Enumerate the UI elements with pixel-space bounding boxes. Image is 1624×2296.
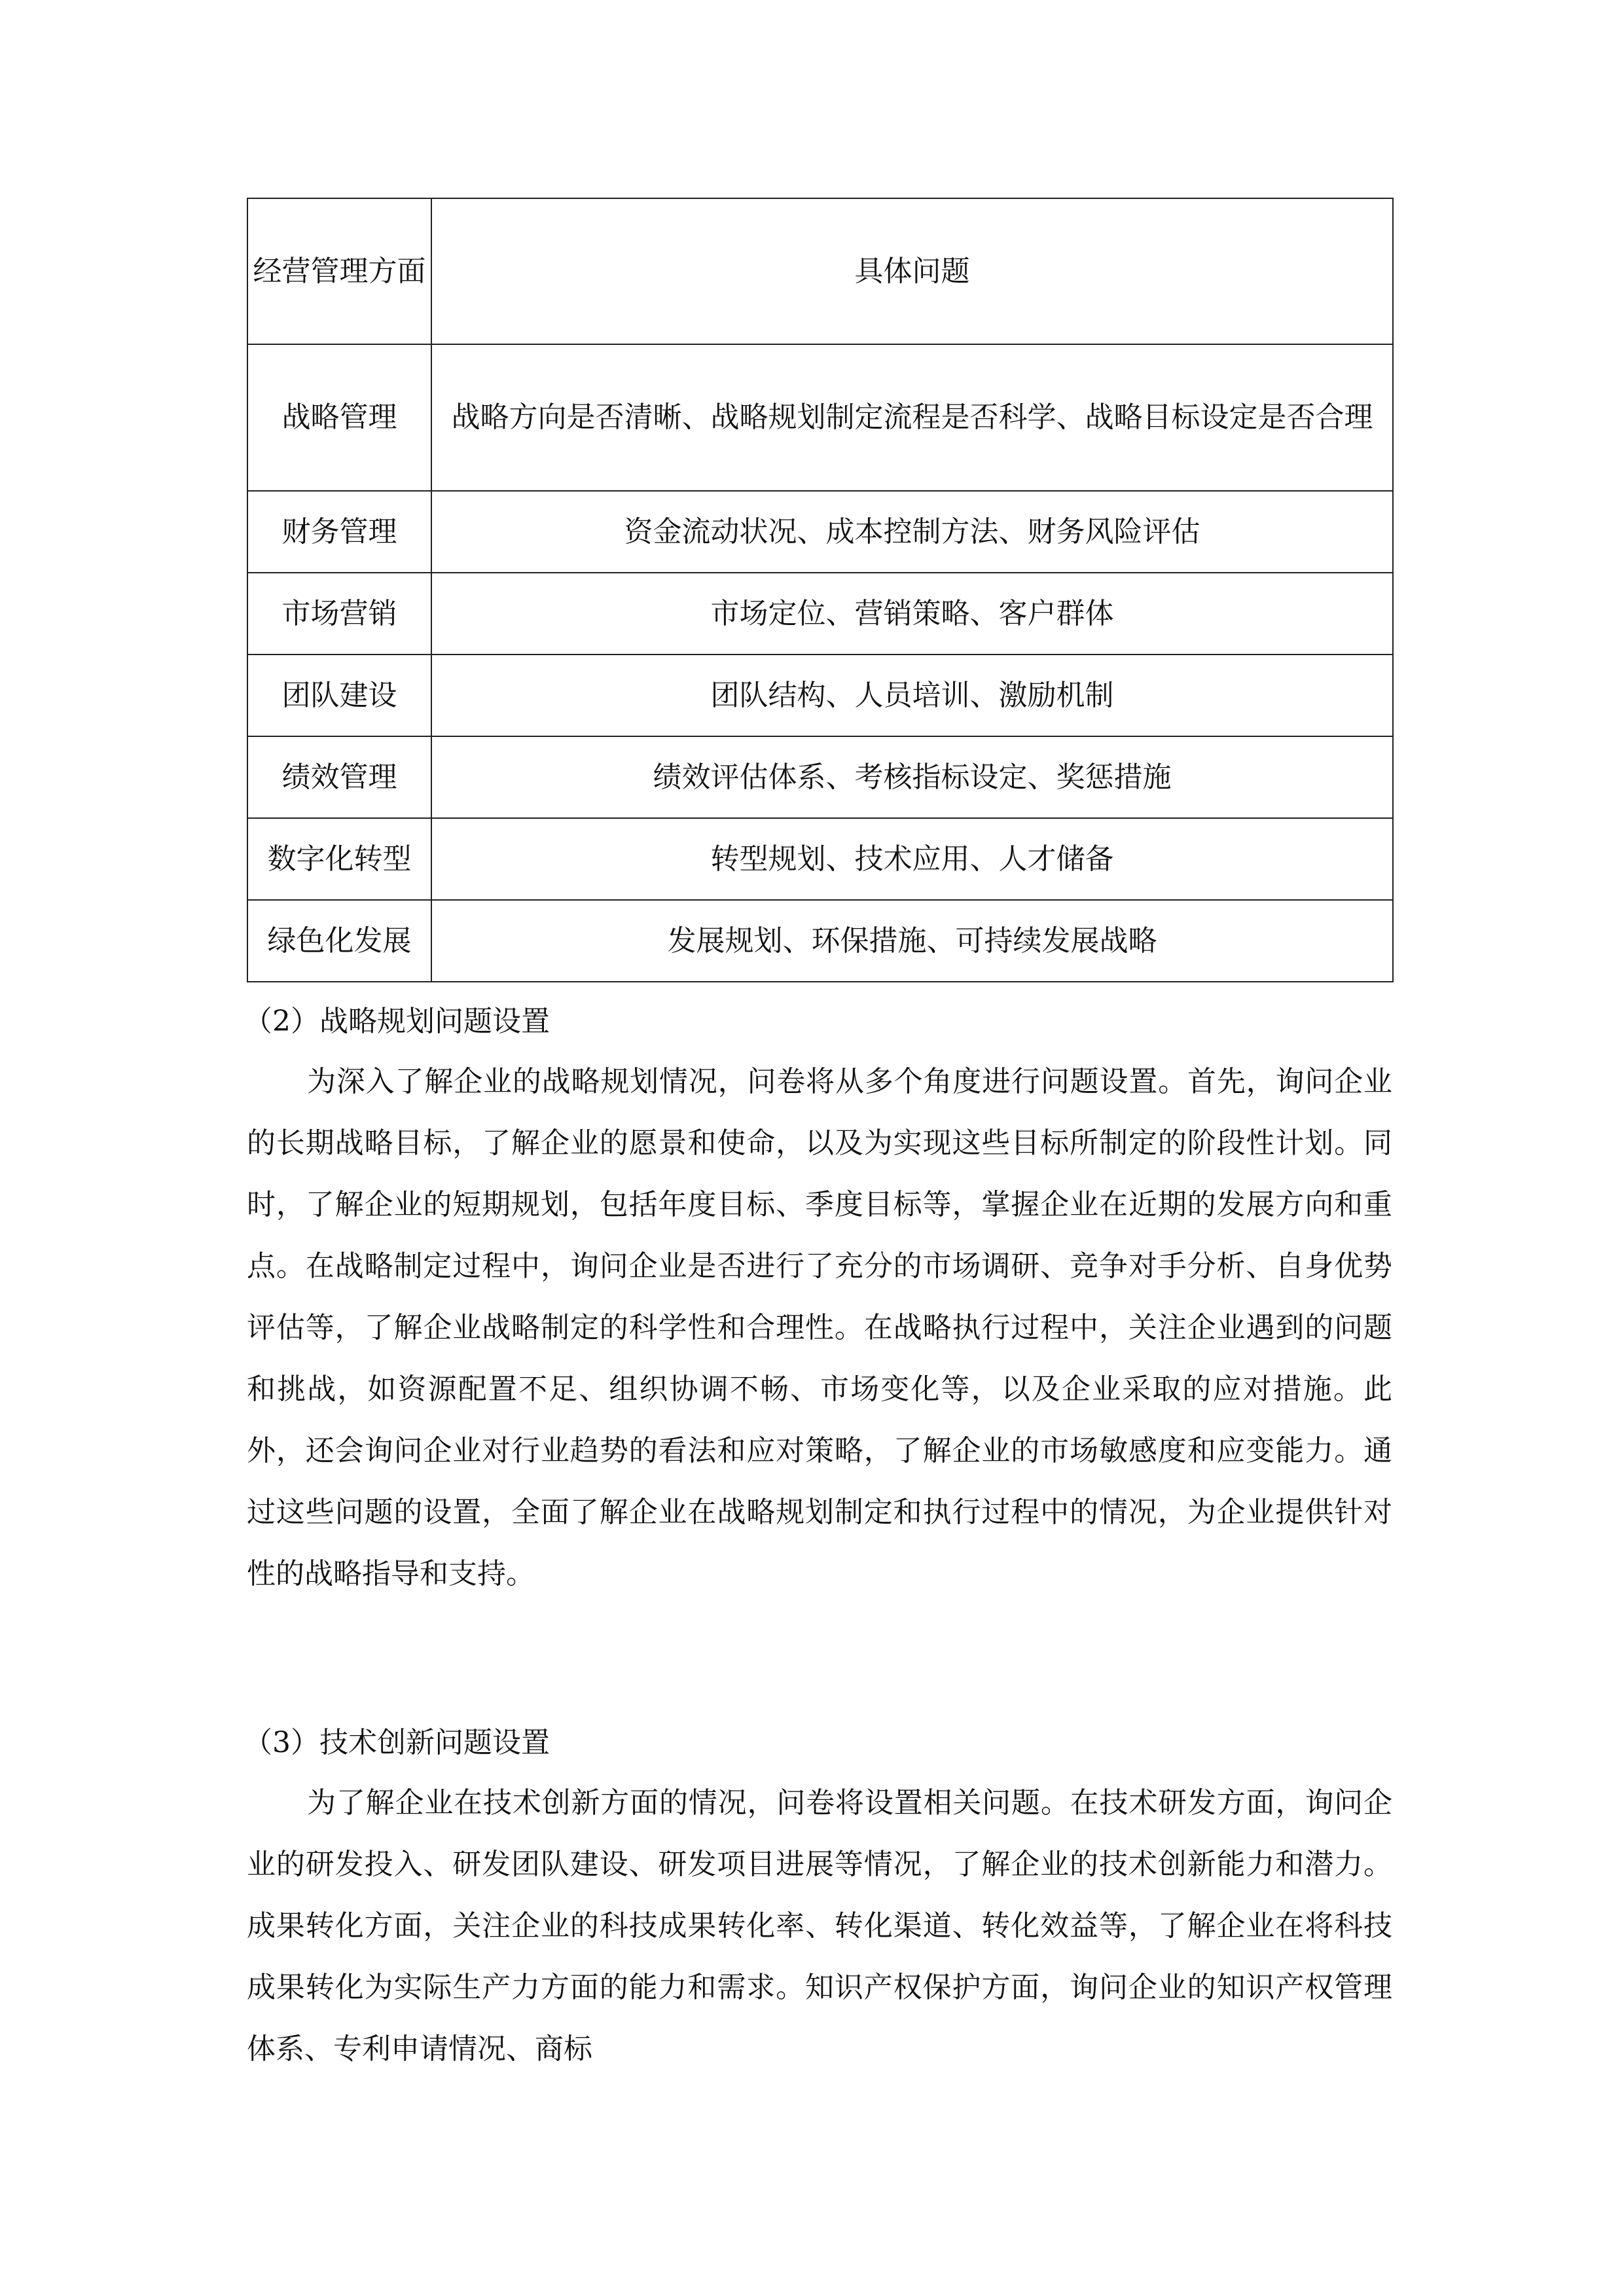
section-heading-innovation: （3）技术创新问题设置 xyxy=(244,1726,550,1759)
issues-cell: 资金流动状况、成本控制方法、财务风险评估 xyxy=(431,491,1393,573)
issues-cell: 团队结构、人员培训、激励机制 xyxy=(431,655,1393,736)
aspect-cell: 战略管理 xyxy=(247,344,431,491)
section-body-strategy: 为深入了解企业的战略规划情况，问卷将从多个角度进行问题设置。首先，询问企业的长期战略目标，了解企业的愿景和使命，以及为实现这些目标所制定的阶段性计划。同时，了解企业的短期规划，包括年度目标、季度目标等，掌握企业在近期的发展方向和重点。在战略制定过程中，询问企业是否进行了充分的市场调研、竞争对手分析、自身优势评估等，了解企业战略制定的科学性和合理性。在战略执行过程中，关注企业遇到的问题和挑战，如资源配置不足、组织协调不畅、市场变化等，以及企业采取的应对措施。此外，还会询问企业对行业趋势的看法和应对策略，了解企业的市场敏感度和应变能力。通过这些问题的设置，全面了解企业在战略规划制定和执行过程中的情况，为企业提供针对性的战略指导和支持。 xyxy=(247,1065,1392,1590)
issues-cell: 战略方向是否清晰、战略规划制定流程是否科学、战略目标设定是否合理 xyxy=(431,344,1393,491)
issues-cell: 转型规划、技术应用、人才储备 xyxy=(431,818,1393,900)
aspect-cell: 市场营销 xyxy=(247,573,431,655)
table-row xyxy=(247,736,1393,818)
table-row xyxy=(247,900,1393,982)
table-row xyxy=(247,818,1393,900)
aspect-cell: 绿色化发展 xyxy=(247,900,431,982)
header-aspect-cell: 经营管理方面 xyxy=(247,198,431,344)
table-row xyxy=(247,655,1393,736)
table-header-row xyxy=(247,198,1393,344)
table-row xyxy=(247,573,1393,655)
management-issues-table xyxy=(247,198,1394,982)
issues-cell: 市场定位、营销策略、客户群体 xyxy=(431,573,1393,655)
aspect-cell: 财务管理 xyxy=(247,491,431,573)
aspect-cell: 绩效管理 xyxy=(247,736,431,818)
issues-cell: 绩效评估体系、考核指标设定、奖惩措施 xyxy=(431,736,1393,818)
table-row xyxy=(247,344,1393,491)
section-body-innovation: 为了解企业在技术创新方面的情况，问卷将设置相关问题。在技术研发方面，询问企业的研发投入、研发团队建设、研发项目进展等情况，了解企业的技术创新能力和潜力。成果转化方面，关注企业的科技成果转化率、转化渠道、转化效益等，了解企业在将科技成果转化为实际生产力方面的能力和需求。知识产权保护方面，询问企业的知识产权管理体系、专利申请情况、商标 xyxy=(247,1786,1392,2066)
table-row xyxy=(247,491,1393,573)
issues-cell: 发展规划、环保措施、可持续发展战略 xyxy=(431,900,1393,982)
header-issues-cell: 具体问题 xyxy=(431,198,1393,344)
aspect-cell: 团队建设 xyxy=(247,655,431,736)
aspect-cell: 数字化转型 xyxy=(247,818,431,900)
section-heading-strategy: （2）战略规划问题设置 xyxy=(244,1005,550,1038)
